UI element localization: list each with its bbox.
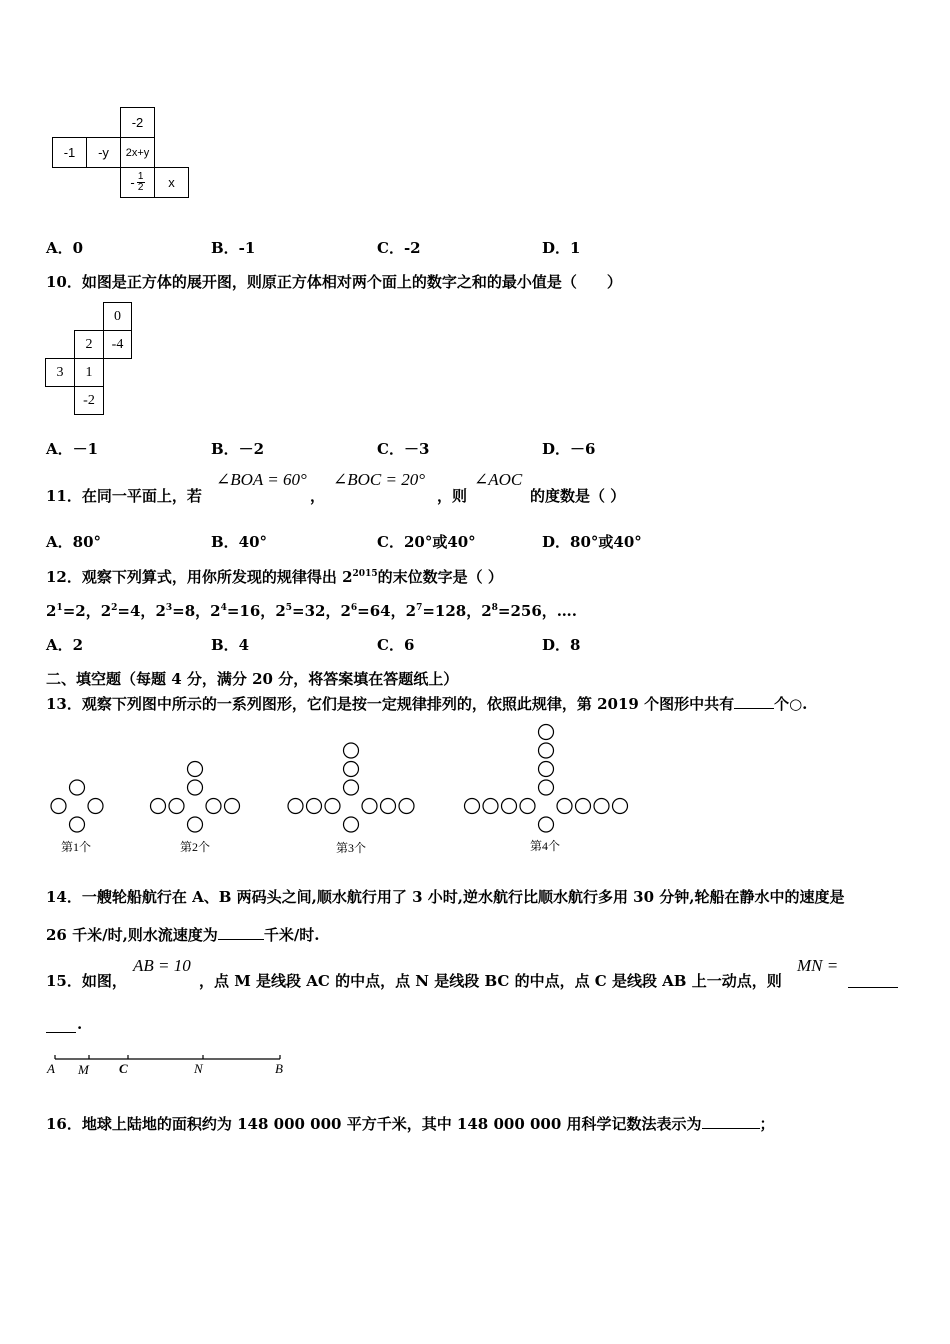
pattern-circle-fig4 [539,743,554,758]
q10-option-d[interactable]: D．－6 [542,440,596,458]
q12-option-d[interactable]: D．8 [542,636,581,654]
q16-answer-blank[interactable] [702,1128,760,1129]
q15-prefix: 15．如图， [46,972,127,990]
section-2-title: 二、填空题（每题 4 分，满分 20 分，将答案填在答题纸上） [46,670,459,688]
q10-option-a[interactable]: A．－1 [46,440,99,458]
power-item: $2^5=32$， [275,602,341,620]
pattern-circle-fig2 [169,799,184,814]
pattern-circle-fig4 [594,799,609,814]
q9-fraction [137,172,145,193]
pattern-circle-fig2 [225,799,240,814]
q10-option-b[interactable]: B．－2 [211,440,265,458]
q12-exponent: 2015 [352,569,378,579]
q13-question [46,693,807,714]
q10-cell-1: 1 [74,358,104,387]
q10-cell-neg4: -4 [103,330,132,359]
point-label-c: C [119,1061,128,1076]
q11-angle-aoc: ∠AOC [474,470,523,489]
q14-line-1: 14．一艘轮船航行在 A、B 两码头之间,顺水航行用了 3 小时,逆水航行比顺水航行多用 30 分钟,轮船在静水中的速度是 [46,888,845,906]
q9-frac-sign: - [130,175,135,190]
pattern-circle-fig2 [188,817,203,832]
power-item: $2^6=64$， [340,602,406,620]
q14-text-before: 26 千米/时,则水流速度为 [46,926,218,944]
q16-text-before: 16．地球上陆地的面积约为 148 000 000 平方千米，其中 148 000 000 用科学记数法表示为 [46,1115,702,1133]
q9-option-d[interactable]: D．1 [542,239,581,257]
q9-cell-center: 2x+y [120,137,155,168]
q14-line-2 [46,924,320,945]
pattern-circle-fig1 [70,817,85,832]
q12-option-c[interactable]: C．6 [377,636,415,654]
pattern-circle-fig3 [307,799,322,814]
point-label-b: B [275,1061,283,1076]
q9-option-a[interactable]: A．0 [46,239,84,257]
q11-mid: ，则 [437,487,468,505]
q10-option-c[interactable]: C．－3 [377,440,430,458]
pattern-circle-fig3 [344,743,359,758]
power-item: $2^7=128$， [405,602,482,620]
q11-prefix: 11．在同一平面上，若 [46,487,202,505]
pattern-circle-fig4 [539,762,554,777]
q13-circle-pattern [0,720,700,860]
q16-text-after: ； [759,1115,775,1133]
pattern-circle-fig4 [520,799,535,814]
q13-text-after: 个○. [774,695,808,713]
q11-option-c[interactable]: C．20°或40° [377,533,476,551]
q13-answer-blank[interactable] [734,708,774,709]
pattern-circle-fig4 [557,799,572,814]
q11-angle-boa: ∠BOA = 60° [216,470,307,489]
pattern-circle-fig3 [362,799,377,814]
q12-text-after: 的末位数字是（ ） [377,568,503,586]
q12-question [46,566,503,587]
q13-caption-2: 第2个 [180,840,211,854]
q9-cell-fraction [120,167,155,198]
power-item: $2^1=2$， [46,602,101,620]
power-item: $2^3=8$， [155,602,211,620]
q9-frac-den: 2 [137,182,144,193]
pattern-circle-fig1 [51,799,66,814]
q9-cell-left2: -y [86,137,121,168]
pattern-circle-fig4 [613,799,628,814]
q15-segment-figure [40,1048,300,1080]
pattern-circle-fig3 [381,799,396,814]
q9-frac-num: 1 [137,171,144,182]
point-label-n: N [194,1061,203,1076]
q13-caption-1: 第1个 [61,840,92,854]
pattern-circle-fig3 [344,780,359,795]
point-label-a: A [47,1061,55,1076]
q10-question: 10．如图是正方体的展开图，则原正方体相对两个面上的数字之和的最小值是（ ） [46,273,622,291]
q13-text-before: 13．观察下列图中所示的一系列图形，它们是按一定规律排列的，依照此规律，第 2019 个图形中共有 [46,695,735,713]
power-item: $2^8=256$，…. [481,602,578,620]
q9-cell-right: x [154,167,189,198]
pattern-circle-fig3 [325,799,340,814]
q11-suffix: 的度数是（ ） [530,487,626,505]
q15-tail: . [77,1015,83,1033]
pattern-circle-fig4 [483,799,498,814]
pattern-circle-fig3 [288,799,303,814]
q15-eq-ab: AB = 10 [133,956,191,975]
pattern-circle-fig4 [539,817,554,832]
pattern-circle-fig4 [539,780,554,795]
q12-option-a[interactable]: A．2 [46,636,84,654]
q9-option-c[interactable]: C．-2 [377,239,421,257]
q12-powers [46,600,577,621]
point-label-m: M [78,1062,89,1077]
pattern-circle-fig1 [88,799,103,814]
pattern-circle-fig3 [344,817,359,832]
pattern-circle-fig4 [502,799,517,814]
q11-angle-boc: ∠BOC = 20° [333,470,426,489]
pattern-circle-fig4 [539,725,554,740]
q15-eq-mn: MN = [797,956,839,975]
q9-cell-top: -2 [120,107,155,138]
q11-option-d[interactable]: D．80°或40° [542,533,642,551]
q13-caption-3: 第3个 [336,841,367,855]
q11-option-b[interactable]: B．40° [211,533,268,551]
pattern-circle-fig2 [151,799,166,814]
power-item: $2^2=4$， [100,602,156,620]
q11-sep: ， [310,487,326,505]
pattern-circle-fig2 [188,762,203,777]
pattern-circle-fig4 [576,799,591,814]
q9-option-b[interactable]: B．-1 [211,239,256,257]
q10-cell-3: 3 [45,358,75,387]
pattern-circle-fig3 [344,762,359,777]
q14-text-after: 千米/时. [263,926,320,944]
pattern-circle-fig1 [70,780,85,795]
q14-answer-blank[interactable] [218,939,264,940]
pattern-circle-fig4 [465,799,480,814]
q12-option-b[interactable]: B．4 [211,636,250,654]
q9-cell-left: -1 [52,137,87,168]
pattern-circle-fig2 [206,799,221,814]
q15-middle: ，点 M 是线段 AC 的中点，点 N 是线段 BC 的中点，点 C 是线段 AB 上一动点，则 [199,972,782,990]
q15-answer-blank[interactable] [848,970,898,988]
q16-question [46,1113,775,1134]
q11-option-a[interactable]: A．80° [46,533,102,551]
q13-caption-4: 第4个 [530,839,561,853]
q10-cell-neg2: -2 [74,386,104,415]
pattern-circle-fig3 [399,799,414,814]
pattern-circle-fig2 [188,780,203,795]
q15-answer-blank-cont[interactable] [46,1015,76,1033]
q12-text-before: 12．观察下列算式，用你所发现的规律得出 2 [46,568,353,586]
q10-cell-0: 0 [103,302,132,331]
q10-cell-2: 2 [74,330,104,359]
power-item: $2^4=16$， [210,602,276,620]
